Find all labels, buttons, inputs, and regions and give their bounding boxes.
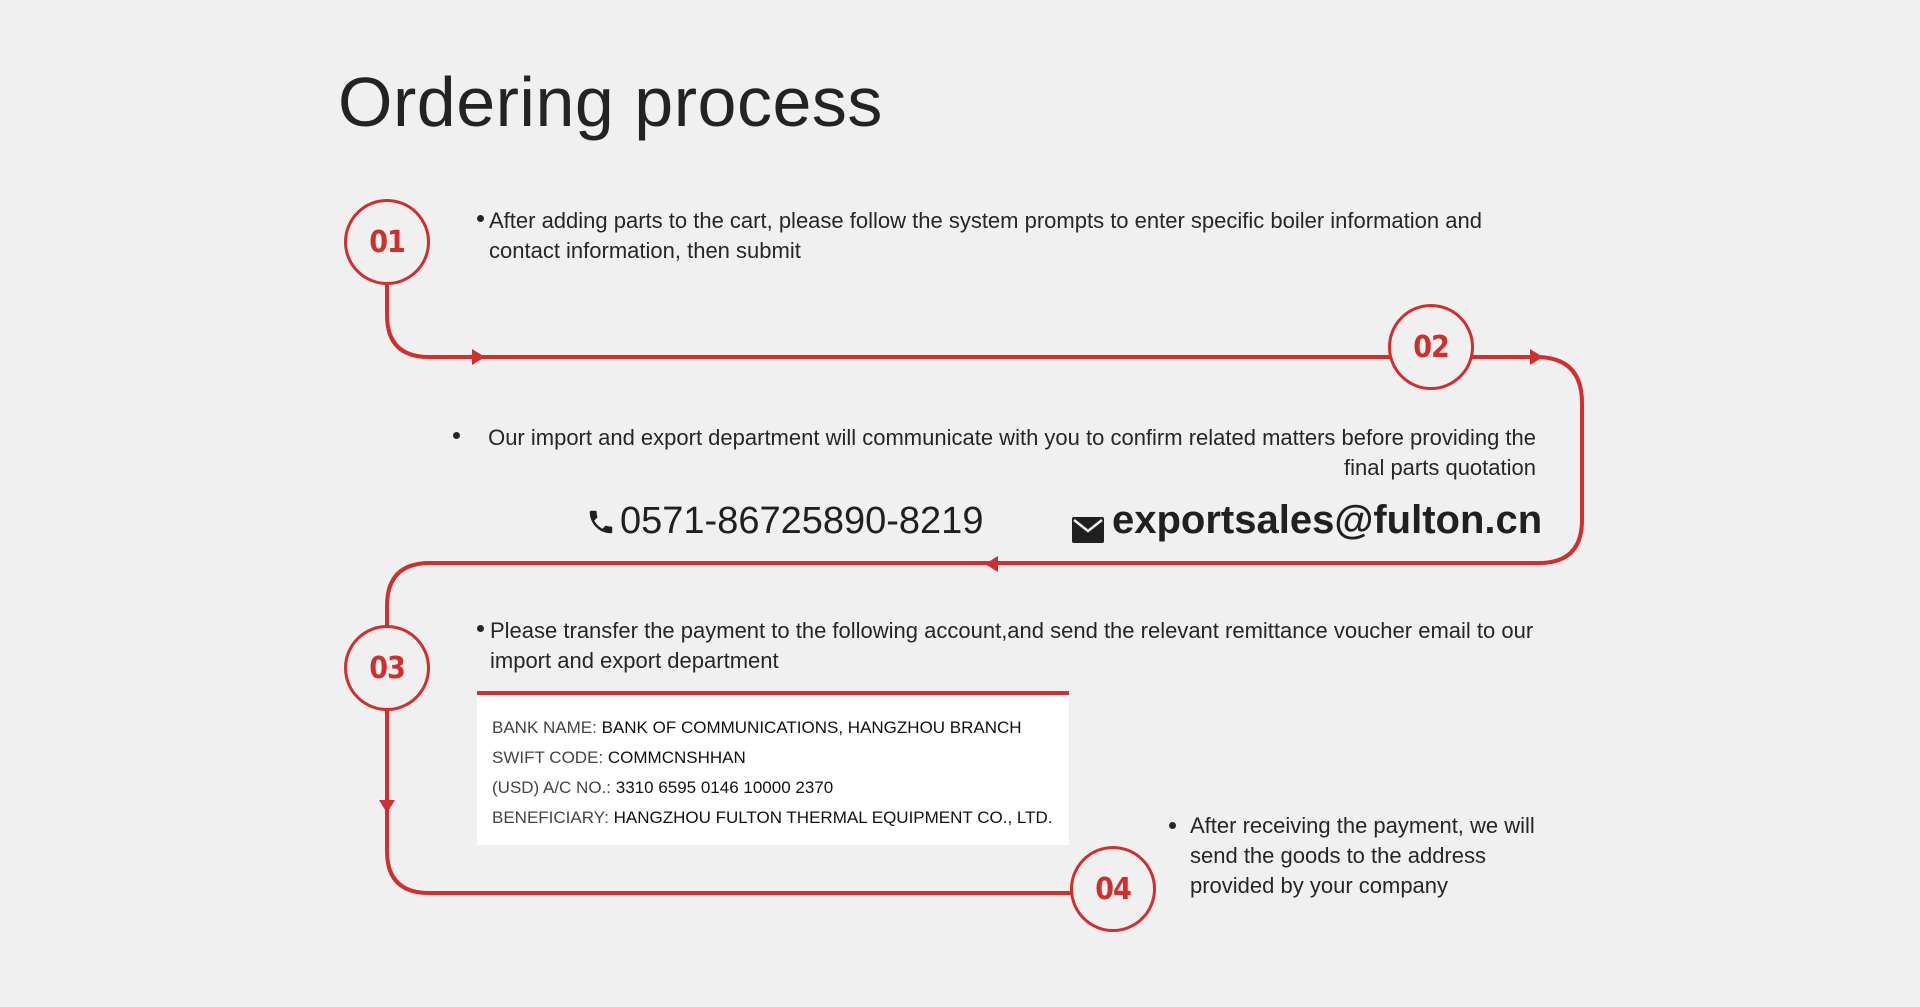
- bank-row-swift: [492, 743, 1054, 773]
- page-title: Ordering process: [338, 63, 883, 141]
- phone-number[interactable]: 0571-86725890-8219: [620, 500, 984, 542]
- bank-value: BANK OF COMMUNICATIONS, HANGZHOU BRANCH: [601, 718, 1022, 737]
- flow-arrow-1: [472, 349, 485, 365]
- step-3-number: 03: [344, 625, 430, 711]
- flow-arrow-2: [1530, 349, 1543, 365]
- bank-label: (USD) A/C NO.:: [492, 778, 612, 797]
- phone-contact: [586, 500, 983, 543]
- bullet-4: [1169, 822, 1176, 829]
- flow-arrow-4: [379, 800, 395, 813]
- bank-row-beneficiary: [492, 803, 1054, 833]
- bullet-1: [477, 215, 484, 222]
- step-4-number: 04: [1070, 846, 1156, 932]
- step-2-number: 02: [1388, 304, 1474, 390]
- flow-arrow-3: [985, 556, 998, 572]
- step-3-text: Please transfer the payment to the following account,and send the relevant remittance voucher email to our import and export department: [490, 618, 1534, 673]
- bank-value: COMMCNSHHAN: [607, 748, 746, 767]
- bank-row-account: [492, 773, 1054, 803]
- step-2-text: Our import and export department will communicate with you to confirm related matters before providing the final parts quotation: [488, 425, 1536, 480]
- step-1-number: 01: [344, 199, 430, 285]
- bank-value: HANGZHOU FULTON THERMAL EQUIPMENT CO., LTD.: [613, 808, 1053, 827]
- bank-label: BANK NAME:: [492, 718, 597, 737]
- envelope-icon: [1072, 508, 1104, 534]
- bank-label: BENEFICIARY:: [492, 808, 609, 827]
- bank-label: SWIFT CODE:: [492, 748, 604, 767]
- bank-value: 3310 6595 0146 10000 2370: [615, 778, 834, 797]
- bullet-3: [477, 625, 484, 632]
- bank-details-box: [477, 691, 1069, 845]
- bank-row-name: [492, 713, 1054, 743]
- email-address[interactable]: exportsales@fulton.cn: [1112, 498, 1543, 542]
- bullet-2: [453, 432, 460, 439]
- email-contact: [1072, 498, 1542, 543]
- step-1-text: After adding parts to the cart, please follow the system prompts to enter specific boiler information and contact information, then submit: [489, 208, 1482, 263]
- step-4-text: After receiving the payment, we will send the goods to the address provided by your company: [1190, 813, 1535, 898]
- phone-icon: [586, 505, 616, 539]
